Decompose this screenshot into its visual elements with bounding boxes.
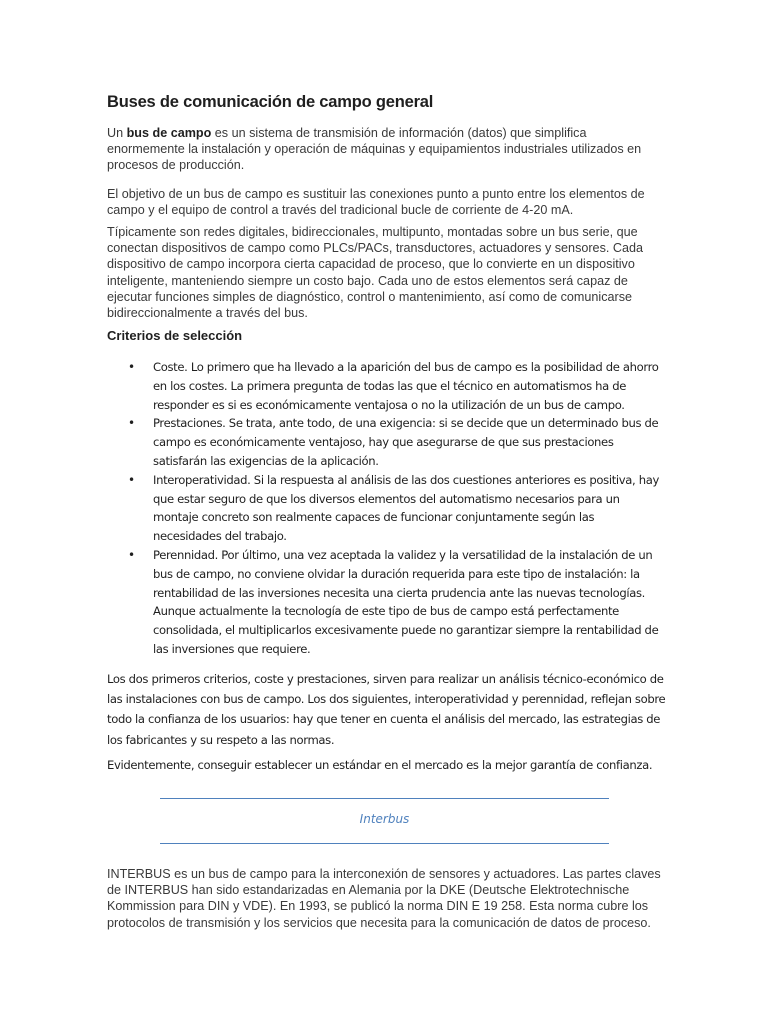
list-item [125, 414, 665, 470]
intro-paragraph [107, 125, 667, 174]
bullet-icon: • [128, 360, 135, 374]
summary-paragraph: Los dos primeros criterios, coste y prestaciones, sirven para realizar un análisis técnico-económico de las instalaciones con bus de campo. Los dos siguientes, interoperatividad y perennidad, reflejan sobre todo la confianza de los usuarios: hay que tener en cuenta el análisis del mercado, las estrategias de los fabricantes y su respeto a las normas. [107, 672, 666, 747]
criteria-text: Perennidad. Por último, una vez aceptada la validez y la versatilidad de la instalación de un bus de campo, no conviene olvidar la duración requerida para este tipo de instalación: la rentabilidad de las inversiones necesita una cierta prudencia ante las nuevas tecnologías. Aunque actualmente la tecnología de este tipo de bus de campo está perfectamente consolidada, el multiplicarlos excesivamente puede no garantizar siempre la rentabilidad de las inversiones que requiere. [153, 547, 659, 656]
list-item [125, 471, 665, 546]
section-rule-bottom [160, 843, 609, 844]
criteria-text: Prestaciones. Se trata, ante todo, de una exigencia: si se decide que un determinado bus de campo es económicamente ventajoso, hay que asegurarse de que sus prestaciones satisfarán las exigencias de la aplicación. [153, 416, 659, 468]
criteria-text: Coste. Lo primero que ha llevado a la aparición del bus de campo es la posibilidad de ahorro en los costes. La primera pregunta de todas las que el técnico en automatismos ha de responder es si es económicamente ventajosa o no la utilización de un bus de campo. [153, 360, 659, 412]
intro-post: es un sistema de transmisión de información (datos) que simplifica enormemente la instalación y operación de máquinas y equipamientos industriales utilizados en procesos de producción. [107, 126, 642, 173]
description-paragraph: Típicamente son redes digitales, bidireccionales, multipunto, montadas sobre un bus serie, que conectan dispositivos de campo como PLCs/PACs, transductores, actuadores y sensores. Cada dispositivo de campo incorpora cierta capacidad de proceso, que lo convierte en un dispositivo inteligente, manteniendo siempre un costo bajo. Cada uno de estos elementos será capaz de ejecutar funciones simples de diagnóstico, control o mantenimiento, así como de comunicarse bidireccionalmente a través del bus. [107, 225, 643, 321]
list-item [125, 546, 665, 659]
section-rule-top [160, 798, 609, 799]
bullet-icon: • [128, 472, 135, 487]
bullet-icon: • [128, 547, 135, 562]
interbus-paragraph: INTERBUS es un bus de campo para la interconexión de sensores y actuadores. Las partes claves de INTERBUS han sido estandarizadas en Alemania por la DKE (Deutsche Elektrotechnische Kommission para DIN y VDE). En 1993, se publicó la norma DIN E 19 258. Esta norma cubre los protocolos de transmisión y los servicios que necesita para la comunicación de datos de proceso. [107, 867, 661, 930]
intro-pre: Un [107, 126, 127, 140]
bullet-icon: • [128, 416, 135, 431]
objective-paragraph: El objetivo de un bus de campo es sustituir las conexiones punto a punto entre los elementos de campo y el equipo de control a través del tradicional bucle de corriente de 4-20 mA. [107, 187, 645, 218]
criteria-heading: Criterios de selección [107, 328, 243, 343]
criteria-text: Interoperatividad. Si la respuesta al análisis de las dos cuestiones anteriores es positiva, hay que estar seguro de que los diversos elementos del automatismo necesarios para un montaje concreto son realmente capaces de funcionar conjuntamente según las necesidades del trabajo. [153, 472, 659, 544]
page-title: Buses de comunicación de campo general [107, 93, 434, 111]
conclusion-paragraph: Evidentemente, conseguir establecer un estándar en el mercado es la mejor garantía de confianza. [107, 758, 653, 772]
section-caption: Interbus [359, 812, 410, 826]
intro-bold-term: bus de campo [126, 126, 212, 140]
list-item [125, 358, 665, 414]
criteria-list [125, 358, 665, 659]
